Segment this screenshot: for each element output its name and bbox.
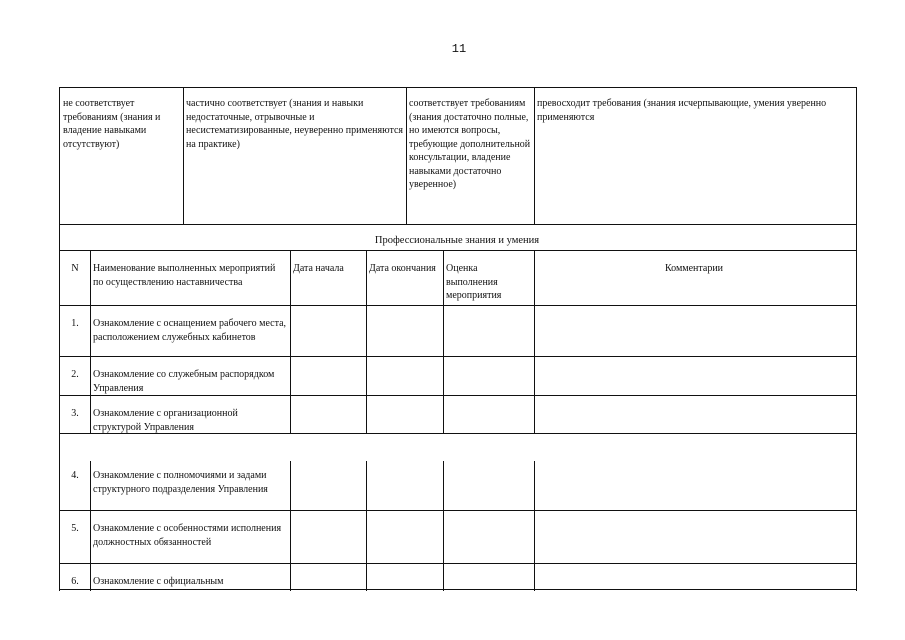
row-activity: Ознакомление с особенностями исполнения должностных обязанностей [93, 523, 282, 548]
page-number: 11 [451, 42, 467, 56]
header-end-date: Дата окончания [369, 263, 436, 274]
header-activity: Наименование выполненных мероприятий по осуществлению наставничества [93, 263, 276, 288]
row-activity: Ознакомление с оснащением рабочего места, расположением служебных кабинетов [93, 318, 287, 343]
row-activity: Ознакомление с организационной структурой Управления [93, 408, 238, 433]
row-divider [60, 356, 856, 357]
column-divider [366, 250, 367, 433]
column-divider [183, 88, 184, 224]
row-divider [60, 224, 856, 225]
row-divider [60, 510, 856, 511]
column-divider [534, 250, 535, 433]
column-divider [534, 461, 535, 591]
column-divider [534, 88, 535, 224]
column-divider [443, 250, 444, 433]
row-activity: Ознакомление с полномочиями и задами структурного подразделения Управления [93, 470, 268, 495]
row-divider [60, 305, 856, 306]
row-divider [60, 395, 856, 396]
row-number: 3. [71, 408, 79, 419]
row-activity: Ознакомление со служебным распорядком Управления [93, 369, 275, 394]
level-exceeds: превосходит требования (знания исчерпывающие, умения уверенно применяются [537, 98, 827, 123]
row-activity: Ознакомление с официальным [93, 576, 224, 587]
mentoring-table [59, 87, 857, 591]
row-number: 4. [71, 470, 79, 481]
row-divider [60, 563, 856, 564]
header-number: N [71, 263, 79, 274]
column-divider [443, 461, 444, 591]
level-partially-meets: частично соответствует (знания и навыки недостаточные, отрывочные и несистематизированные, неуверенно применяются на практике) [186, 98, 404, 150]
column-divider [406, 88, 407, 224]
level-meets: соответствует требованиям (знания достаточно полные, но имеются вопросы, требующие дополнительной консультации, владение навыками достаточно уверенное) [409, 98, 531, 190]
column-divider [90, 250, 91, 433]
column-divider [290, 250, 291, 433]
header-start-date: Дата начала [293, 263, 344, 274]
row-divider [60, 589, 856, 590]
level-not-meets: не соответствует требованиям (знания и владение навыками отсутствуют) [63, 98, 161, 150]
column-divider [290, 461, 291, 591]
row-divider [60, 250, 856, 251]
row-number: 6. [71, 576, 79, 587]
column-divider [366, 461, 367, 591]
column-divider [90, 461, 91, 591]
header-comments: Комментарии [664, 263, 724, 274]
row-number: 1. [71, 318, 79, 329]
row-number: 5. [71, 523, 79, 534]
section-title: Профессиональные знания и умения [374, 235, 540, 246]
header-grade: Оценка выполнения мероприятия [446, 263, 502, 301]
row-number: 2. [71, 369, 79, 380]
row-divider [60, 433, 856, 434]
